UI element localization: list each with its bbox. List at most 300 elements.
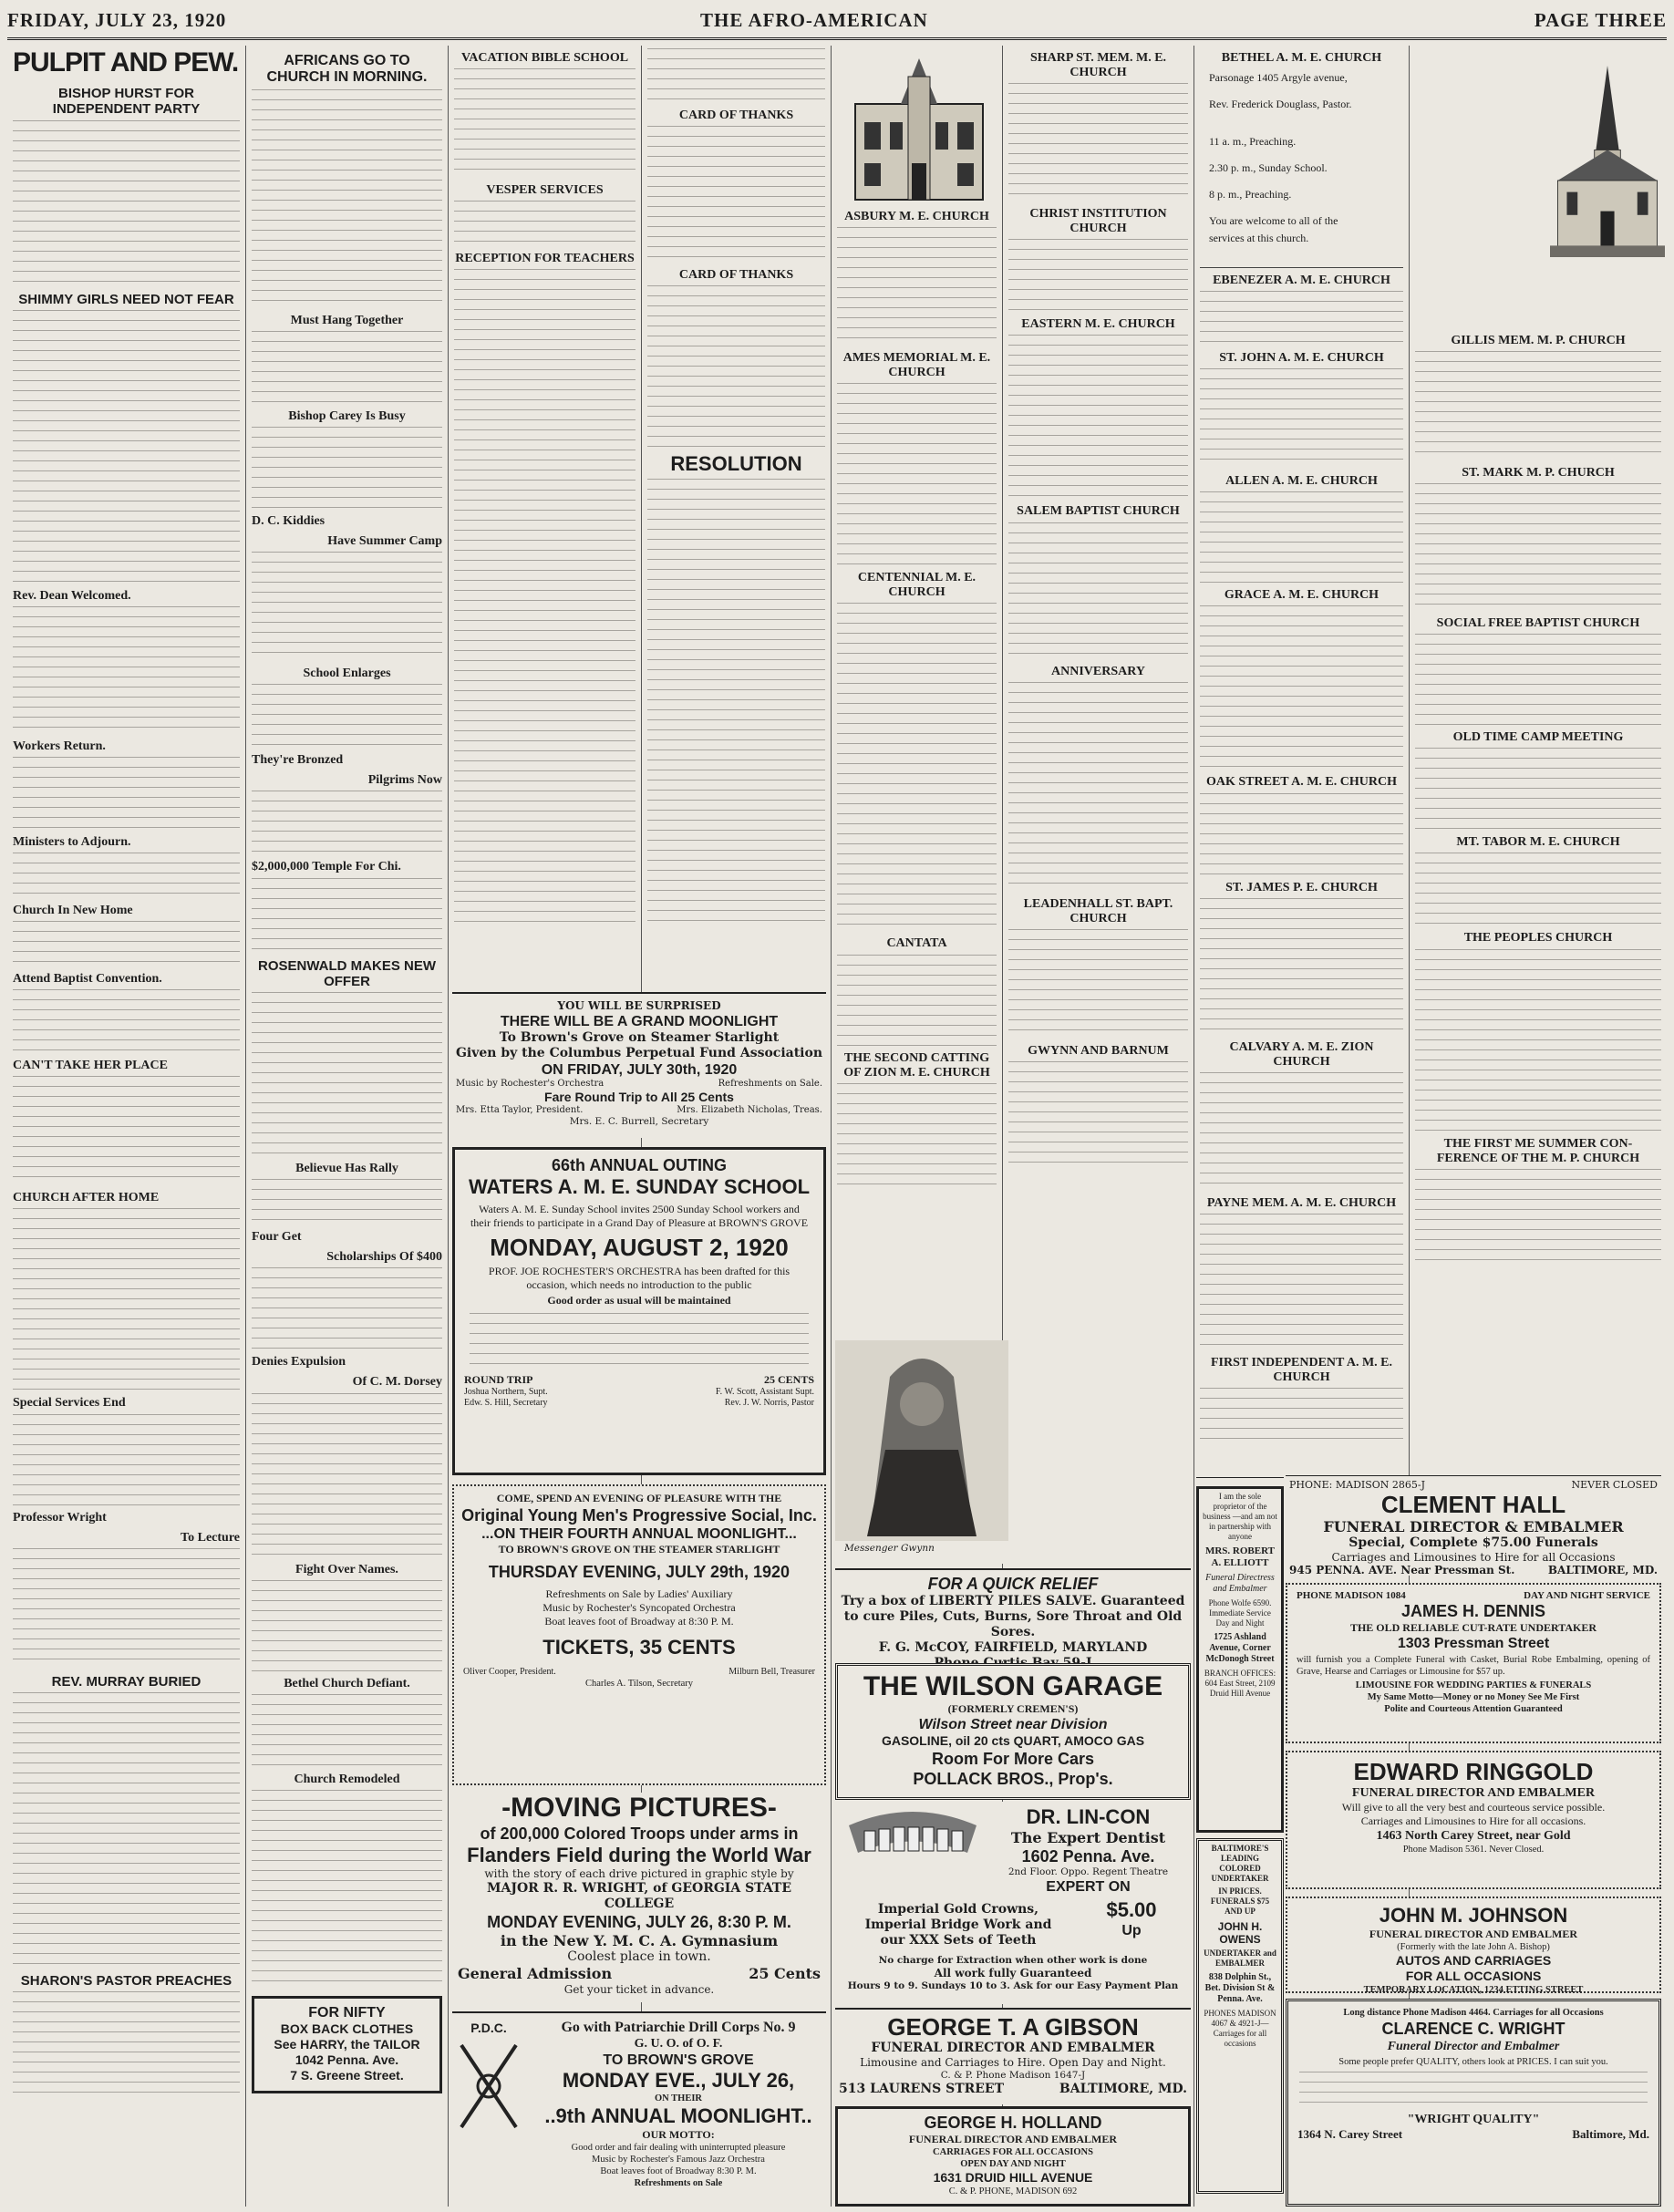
article-body: [252, 684, 442, 748]
masthead: [7, 4, 1667, 40]
schedule-line: 11 a. m., Preaching.: [1209, 135, 1297, 149]
ad-line: FUNERAL DIRECTOR & EMBALMER: [1323, 1518, 1624, 1535]
elliott-funeral-ad-card: [1196, 1486, 1284, 1833]
photo-block: [835, 1340, 1191, 1564]
masthead-date: FRIDAY, JULY 23, 1920: [7, 9, 227, 31]
piles-salve-ad: [835, 1568, 1191, 1661]
ad-line: G. U. O. of O. F.: [634, 2037, 723, 2051]
headline: CALVARY A. M. E. ZION CHURCH: [1229, 1039, 1374, 1069]
ad-line: General Admission: [458, 1965, 613, 1982]
elliott-owens-ads: [1196, 1486, 1284, 2207]
ad-line: BALTIMORE, MD.: [1547, 1564, 1658, 1576]
headline-line-2: Pilgrims Now: [367, 773, 442, 788]
ad-body: [1299, 2072, 1648, 2108]
ad-line: Room For More Cars: [931, 1750, 1095, 1768]
ad-line: in the New Y. M. C. A. Gymnasium: [500, 1932, 779, 1949]
article-body: [252, 427, 442, 509]
bethel-schedule: [1209, 71, 1403, 245]
ad-line: MAJOR R. R. WRIGHT, of GEORGIA STATE COLLEGE: [486, 1881, 792, 1911]
schedule-line: Rev. Frederick Douglass, Pastor.: [1209, 98, 1352, 111]
headline: LEADENHALL ST. BAPT. CHURCH: [1023, 896, 1173, 925]
ad-line: MONDAY EVENING, JULY 26, 8:30 P. M.: [487, 1913, 791, 1931]
headline: EASTERN M. E. CHURCH: [1021, 317, 1175, 332]
ad-line: TO BROWN'S GROVE: [603, 2052, 754, 2068]
article-body: [1008, 83, 1188, 202]
ad-line: To Brown's Grove on Steamer Starlight: [499, 1030, 780, 1045]
ad-line: 838 Dolphin St., Bet. Division St & Penna. Ave.: [1204, 1972, 1276, 2004]
column-8: [1410, 328, 1667, 1468]
ad-line: JOHN M. JOHNSON: [1379, 1904, 1568, 1927]
ad-line: Charles A. Tilson, Secretary: [584, 1679, 694, 1689]
ad-line: 513 LAURENS STREET: [839, 2082, 1005, 2096]
headline: Believue Has Rally: [295, 1162, 398, 1176]
ad-line: ON THEIR: [654, 2093, 703, 2103]
headline: THE FIRST ME SUMMER CON-FERENCE OF THE M. P. CHURCH: [1436, 1136, 1640, 1165]
headline: Attend Baptist Convention.: [13, 972, 162, 987]
ad-line: PHONES MADISON 4067 & 4921-J—Carriages for all occasions: [1204, 2009, 1276, 2048]
headline: GRACE A. M. E. CHURCH: [1224, 588, 1380, 603]
headline: PAYNE MEM. A. M. E. CHURCH: [1206, 1195, 1397, 1210]
section-title: PULPIT AND PEW.: [13, 47, 239, 78]
ad-line: MRS. ROBERT A. ELLIOTT: [1204, 1545, 1275, 1568]
masthead-page-number: PAGE THREE: [1534, 9, 1667, 31]
ad-line: YOU WILL BE SURPRISED: [557, 999, 721, 1012]
article-body: [454, 68, 636, 178]
ad-line: Try a box of LIBERTY PILES SALVE. Guaranteed: [841, 1594, 1185, 1608]
ad-line: BALTIMORE'S LEADING COLORED UNDERTAKER: [1211, 1844, 1269, 1883]
owens-undertaker-ad-card: [1196, 1838, 1284, 2194]
headline: REV. MURRAY BURIED: [51, 1673, 202, 1690]
schedule-line: services at this church.: [1209, 232, 1309, 245]
ad-line: FUNERAL DIRECTOR AND EMBALMER: [908, 2133, 1118, 2145]
headline: OAK STREET A. M. E. CHURCH: [1206, 775, 1397, 790]
ad-line: CLEMENT HALL: [1380, 1491, 1566, 1518]
ad-line: Good order as usual will be maintained: [547, 1294, 731, 1307]
ad-line: our XXX Sets of Teeth: [880, 1933, 1037, 1948]
ad-line: GEORGE H. HOLLAND: [924, 2114, 1102, 2132]
ad-line: of 200,000 Colored Troops under arms in: [480, 1824, 799, 1843]
ad-line: CLARENCE C. WRIGHT: [1381, 2020, 1566, 2038]
headline: SHARP ST. MEM. M. E. CHURCH: [1029, 51, 1167, 80]
ad-line: Edw. S. Hill, Secretary: [464, 1398, 548, 1408]
article-body: [1008, 335, 1188, 499]
ad-line: Imperial Bridge Work and: [864, 1917, 1052, 1932]
sunday-school-outing-ad: [452, 1147, 826, 1475]
article-body: [837, 603, 997, 931]
ad-line: PHONE MADISON 1084: [1297, 1590, 1406, 1601]
article-body: [1200, 793, 1403, 875]
ad-line: (Formerly with the late John A. Bishop): [1397, 1942, 1550, 1952]
headline: Special Services End: [13, 1396, 126, 1411]
ad-line: 7 S. Greene Street.: [290, 2067, 404, 2083]
article-body: [13, 1692, 240, 1966]
schedule-line: Parsonage 1405 Argyle avenue,: [1209, 71, 1348, 85]
article-body: [252, 878, 442, 951]
ad-line: Hours 9 to 9. Sundays 10 to 3. Ask for our Easy Payment Plan: [847, 1980, 1179, 1991]
ad-line: FUNERAL DIRECTOR AND EMBALMER: [871, 2041, 1155, 2055]
ad-line: DR. LIN-CON: [1026, 1805, 1151, 1828]
ad-line: Boat leaves foot of Broadway at 8:30 P. M.: [544, 1615, 734, 1628]
ad-line: FUNERAL DIRECTOR AND EMBALMER: [1351, 1786, 1596, 1800]
teeth-illustration: [844, 1807, 981, 1880]
article-body: [837, 955, 997, 1046]
church-illustration: [1550, 47, 1665, 275]
headline: RESOLUTION: [670, 452, 802, 476]
ad-line: CARRIAGES FOR ALL OCCASIONS: [933, 2147, 1093, 2157]
article-body: [837, 227, 997, 346]
ad-line: 945 PENNA. AVE. Near Pressman St.: [1289, 1564, 1515, 1576]
article-body: [1200, 491, 1403, 583]
headline: Fight Over Names.: [295, 1562, 398, 1576]
ad-line: with the story of each drive pictured in graphic style by: [484, 1867, 794, 1880]
moonlight-ad: [452, 992, 826, 1138]
headline: School Enlarges: [303, 667, 391, 681]
headline: CENTENNIAL M. E. CHURCH: [857, 571, 976, 600]
headline: Church In New Home: [13, 904, 133, 918]
ad-line: Boat leaves foot of Broadway 8:30 P. M.: [600, 2166, 757, 2176]
ad-line: IN PRICES. FUNERALS $75 AND UP: [1210, 1886, 1270, 1916]
headline: Professor Wright: [13, 1510, 107, 1525]
article-body: [454, 201, 636, 246]
ad-line: TO BROWN'S GROVE ON THE STEAMER STARLIGHT: [498, 1543, 780, 1556]
headline: Denies Expulsion: [252, 1355, 346, 1370]
ad-line: Music by Rochester's Famous Jazz Orchestra: [592, 2155, 765, 2165]
article-body: [1415, 351, 1661, 460]
article-body: [13, 921, 240, 966]
headline: $2,000,000 Temple For Chi.: [252, 860, 401, 874]
headline: Rev. Dean Welcomed.: [13, 588, 131, 603]
ad-line: NEVER CLOSED: [1571, 1479, 1658, 1491]
headline: ST. JOHN A. M. E. CHURCH: [1219, 351, 1384, 366]
ad-line: 2nd Floor. Oppo. Regent Theatre: [1008, 1866, 1169, 1877]
article-body: [1415, 949, 1661, 1132]
ringgold-funeral-ad: [1286, 1751, 1661, 1889]
ad-line: THERE WILL BE A GRAND MOONLIGHT: [500, 1014, 779, 1029]
headline: They're Bronzed: [252, 753, 344, 768]
ad-line: MONDAY, AUGUST 2, 1920: [490, 1234, 789, 1261]
ad-line: ...ON THEIR FOURTH ANNUAL MOONLIGHT...: [481, 1526, 797, 1542]
ad-line: PHONE: MADISON 2865-J: [1289, 1479, 1426, 1491]
column-1: [7, 46, 246, 2207]
headline: ASBURY M. E. CHURCH: [844, 210, 989, 223]
article-body: [13, 1208, 240, 1390]
ad-line: 1042 Penna. Ave.: [294, 2052, 399, 2067]
headline: THE PEOPLES CHURCH: [1463, 931, 1613, 946]
ad-line: Carriages and Limousines to Hire for all occasions.: [1360, 1814, 1586, 1827]
article-body: [1008, 239, 1188, 312]
ad-line: FOR ALL OCCASIONS: [1405, 1969, 1542, 1983]
article-body: [252, 1179, 442, 1225]
article-body: [1200, 605, 1403, 770]
ad-line: C. & P. PHONE, MADISON 692: [948, 2186, 1078, 2196]
ad-line: 1364 N. Carey Street: [1297, 2127, 1403, 2141]
ad-line: Fare Round Trip to All 25 Cents: [544, 1090, 734, 1104]
ad-line: Up: [1121, 1923, 1142, 1938]
ad-line: Rev. J. W. Norris, Pastor: [724, 1398, 814, 1408]
headline: CAN'T TAKE HER PLACE: [13, 1059, 168, 1073]
headline: AFRICANS GO TO CHURCH IN MORNING.: [266, 53, 428, 86]
headline-line-2: To Lecture: [181, 1530, 240, 1545]
ad-line: FOR A QUICK RELIEF: [927, 1575, 1099, 1593]
schedule-line: You are welcome to all of the: [1209, 214, 1338, 228]
ad-line: Original Young Men's Progressive Social, Inc.: [461, 1506, 817, 1525]
ad-line: Baltimore, Md.: [1572, 2127, 1649, 2141]
ad-line: See HARRY, the TAILOR: [274, 2036, 420, 2052]
ad-line: Limousine and Carriages to Hire. Open Day and Night.: [860, 2056, 1166, 2069]
ad-line: I am the sole proprietor of the business —and am not in partnership with anyone: [1203, 1492, 1277, 1541]
ad-line: Mrs. Elizabeth Nicholas, Treas.: [677, 1105, 822, 1115]
article-body: [13, 1548, 240, 1667]
article-body: [1200, 898, 1403, 1035]
church-illustration: [837, 49, 1001, 204]
article-body: [13, 853, 240, 898]
ad-line: TICKETS, 35 CENTS: [542, 1636, 736, 1659]
article-body: [1200, 291, 1403, 346]
article-body: [13, 120, 240, 284]
ad-line: ROUND TRIP: [464, 1373, 533, 1386]
masthead-paper-name: THE AFRO-AMERICAN: [700, 9, 928, 31]
ad-line: Given by the Columbus Perpetual Fund Association: [455, 1046, 823, 1060]
ad-line: will furnish you a Complete Funeral with Casket, Burial Robe Embalming, opening of Grave, Hearse and Carriages or Limousine for $57 up.: [1297, 1655, 1650, 1677]
headline: GILLIS MEM. M. P. CHURCH: [1451, 334, 1626, 347]
ad-line: THE WILSON GARAGE: [863, 1671, 1163, 1701]
ad-line: GASOLINE, oil 20 cts QUART, AMOCO GAS: [881, 1733, 1145, 1748]
ad-line: F. W. Scott, Assistant Supt.: [715, 1387, 814, 1397]
ad-line: Refreshments on Sale by Ladies' Auxiliary: [545, 1587, 733, 1600]
portrait-photo: [835, 1340, 1008, 1541]
ad-line: "WRIGHT QUALITY": [1407, 2113, 1540, 2126]
article-body: [13, 1076, 240, 1185]
headline: ST. JAMES P. E. CHURCH: [1225, 880, 1378, 894]
johnson-funeral-ad: [1286, 1897, 1661, 1993]
ad-line: F. G. McCOY, FAIRFIELD, MARYLAND: [878, 1640, 1148, 1655]
ad-line: 1303 Pressman Street: [1397, 1636, 1550, 1651]
article-body: [13, 1991, 240, 2101]
ad-line: JAMES H. DENNIS: [1400, 1602, 1546, 1620]
ad-line: EDWARD RINGGOLD: [1353, 1758, 1594, 1785]
tailor-ad: [252, 1996, 442, 2093]
article-body: [252, 1790, 442, 1990]
ad-line: OUR MOTTO:: [642, 2128, 715, 2141]
headline: SHIMMY GIRLS NEED NOT FEAR: [18, 291, 234, 307]
article-body: [1008, 522, 1188, 659]
ad-line: My Same Motto—Money or no Money See Me First: [1367, 1692, 1580, 1702]
article-body: [252, 1393, 442, 1557]
headline: CHRIST INSTITUTION CHURCH: [1029, 207, 1167, 236]
ad-line: COME, SPEND AN EVENING OF PLEASURE WITH THE: [496, 1492, 782, 1504]
ad-line: THE OLD RELIABLE CUT-RATE UNDERTAKER: [1349, 1621, 1597, 1634]
article-body: [1415, 853, 1661, 925]
headline: ANNIVERSARY: [1051, 664, 1145, 678]
headline: Four Get: [252, 1230, 302, 1245]
ad-body: [470, 1313, 809, 1368]
ad-line: Special, Complete $75.00 Funerals: [1348, 1535, 1598, 1550]
article-body: [1008, 929, 1188, 1039]
ad-line: MONDAY EVE., JULY 26,: [562, 2069, 795, 2092]
ad-line: EXPERT ON: [1046, 1879, 1131, 1895]
ad-line: AUTOS AND CARRIAGES: [1395, 1953, 1552, 1968]
ad-line: TEMPORARY LOCATION, 1234 ETTING STREET: [1363, 1985, 1584, 1995]
ad-line: -MOVING PICTURES-: [501, 1793, 777, 1823]
ad-line: Phone Wolfe 6590. Immediate Service Day and Night: [1208, 1598, 1272, 1628]
headline: Bethel Church Defiant.: [284, 1676, 410, 1690]
headline: ROSENWALD MAKES NEW OFFER: [258, 957, 436, 989]
ad-line: Wilson Street near Division: [918, 1717, 1108, 1732]
ad-line: Waters A. M. E. Sunday School invites 2500 Sunday School workers and their friends to participate in a Grand Day of Pleasure at BROWN'S GROVE: [470, 1203, 809, 1229]
headline: BETHEL A. M. E. CHURCH: [1221, 51, 1382, 65]
ad-line: Long distance Phone Madison 4464. Carriages for all Occasions: [1343, 2008, 1604, 2018]
ad-line: POLLACK BROS., Prop's.: [913, 1770, 1113, 1788]
ad-line: Refreshments on Sale.: [718, 1079, 822, 1089]
ad-line: 1725 Ashland Avenue, Corner McDonogh Street: [1205, 1632, 1275, 1664]
article-body: [252, 791, 442, 854]
article-body: [1200, 1214, 1403, 1350]
headline: THE SECOND CATTING OF ZION M. E. CHURCH: [843, 1050, 990, 1080]
ad-line: C. & P. Phone Madison 1647-J: [940, 2070, 1086, 2081]
article-body: [647, 126, 825, 263]
ad-line: Funeral Directress and Embalmer: [1205, 1573, 1275, 1594]
ad-line: OPEN DAY AND NIGHT: [960, 2159, 1066, 2169]
ad-line: Get your ticket in advance.: [563, 1983, 715, 1996]
ad-line: 1631 DRUID HILL AVENUE: [933, 2170, 1093, 2185]
headline: GWYNN AND BARNUM: [1028, 1043, 1169, 1058]
headline: Church Remodeled: [294, 1772, 400, 1786]
headline: SOCIAL FREE BAPTIST CHURCH: [1436, 616, 1640, 631]
article-body: [252, 331, 442, 404]
ad-line: BRANCH OFFICES: 604 East Street, 2109 Druid Hill Avenue: [1204, 1669, 1276, 1698]
article-body: [1008, 1061, 1188, 1171]
ad-line: (FORMERLY CREMEN'S): [947, 1702, 1079, 1715]
ad-badge: P.D.C.: [470, 2021, 507, 2035]
ad-line: 1602 Penna. Ave.: [1021, 1847, 1155, 1866]
article-body: [837, 1083, 997, 1193]
ad-line: Polite and Courteous Attention Guaranteed: [1384, 1704, 1563, 1714]
article-body: [837, 383, 997, 565]
article-body: [647, 479, 825, 925]
headline: ST. MARK M. P. CHURCH: [1462, 466, 1615, 481]
headline: SALEM BAPTIST CHURCH: [1017, 504, 1180, 519]
article-body: [1415, 483, 1661, 611]
article-body: [1200, 368, 1403, 469]
ad-line: BALTIMORE, MD.: [1059, 2082, 1187, 2096]
headline: VACATION BIBLE SCHOOL: [460, 51, 629, 65]
ad-line: JOHN H. OWENS: [1217, 1920, 1263, 1946]
ad-line: Refreshments on Sale: [634, 2178, 723, 2188]
article-body: [252, 552, 442, 661]
ad-line: Will give to all the very best and courteous service possible.: [1341, 1801, 1606, 1814]
ad-line: Oliver Cooper, President.: [463, 1667, 556, 1677]
ad-line: Good order and fair dealing with uninterrupted pleasure: [571, 2143, 786, 2153]
ad-line: Mrs. E. C. Burrell, Secretary: [569, 1116, 709, 1127]
ad-line: THURSDAY EVENING, JULY 29th, 1920: [488, 1563, 790, 1581]
article-body: [1415, 634, 1661, 725]
article-body: [1200, 1072, 1403, 1191]
clement-hall-ad: [1286, 1475, 1661, 1576]
ad-line: PROF. JOE ROCHESTER'S ORCHESTRA has been drafted for this occasion, which needs no introduction to the public: [488, 1265, 790, 1291]
schedule-line: 8 p. m., Preaching.: [1209, 188, 1292, 202]
ad-line: GEORGE T. A GIBSON: [887, 2013, 1139, 2041]
ad-line: 66th ANNUAL OUTING: [551, 1156, 727, 1174]
headline: MT. TABOR M. E. CHURCH: [1456, 835, 1620, 850]
article-body: [1415, 1169, 1661, 1260]
ad-line: Imperial Gold Crowns,: [877, 1902, 1039, 1917]
headline: BISHOP HURST FOR INDEPENDENT PARTY: [52, 86, 201, 118]
dentist-ad: [835, 1802, 1191, 2004]
article-body: [13, 757, 240, 830]
ad-line: Milburn Bell, Treasurer: [728, 1667, 815, 1677]
ad-line: Music by Rochester's Syncopated Orchestra: [542, 1601, 736, 1614]
church-steeple-illustration-wrap: [1550, 47, 1665, 275]
schedule-line: 2.30 p. m., Sunday School.: [1209, 161, 1328, 175]
ad-price: $5.00: [1106, 1898, 1157, 1921]
article-body: [454, 269, 636, 925]
ad-line: No charge for Extraction when other work is done: [878, 1955, 1148, 1966]
headline: CHURCH AFTER HOME: [13, 1191, 160, 1205]
headline: CARD OF THANKS: [678, 268, 794, 283]
ad-line: 25 Cents: [749, 1965, 821, 1982]
headline-line-2: Of C. M. Dorsey: [352, 1375, 442, 1390]
gibson-funeral-ad: [835, 2008, 1191, 2104]
ad-line: WATERS A. M. E. SUNDAY SCHOOL: [468, 1175, 811, 1198]
headline: CARD OF THANKS: [678, 109, 794, 122]
ad-line: UNDERTAKER and EMBALMER: [1204, 1948, 1276, 1968]
headline-line-2: Scholarships Of $400: [326, 1250, 442, 1265]
article-body: [252, 89, 442, 308]
ad-line: Go with Patriarchie Drill Corps No. 9: [561, 2020, 796, 2035]
article-body: [252, 1694, 442, 1767]
headline: AMES MEMORIAL M. E. CHURCH: [842, 351, 991, 380]
ad-line: ON FRIDAY, JULY 30th, 1920: [541, 1062, 738, 1078]
holland-funeral-ad: [835, 2106, 1191, 2207]
ad-line: Music by Rochester's Orchestra: [456, 1079, 604, 1089]
ad-line: Phone Madison 5361. Never Closed.: [1402, 1845, 1545, 1855]
moving-pictures-ad: [452, 1793, 826, 2002]
drill-corps-ad: [452, 2011, 826, 2207]
ad-line: 1463 North Carey Street, near Gold: [1376, 1829, 1571, 1843]
social-moonlight-ad: [452, 1484, 826, 1785]
ad-line: Funeral Director and Embalmer: [1387, 2040, 1560, 2053]
sword-emblem-icon: [452, 2036, 525, 2136]
ad-line: 25 CENTS: [763, 1373, 814, 1386]
headline: EBENEZER A. M. E. CHURCH: [1213, 274, 1390, 288]
headline: RECEPTION FOR TEACHERS: [455, 252, 635, 266]
headline: Workers Return.: [13, 739, 106, 753]
article-body: [252, 1267, 442, 1349]
dennis-undertaker-ad: [1286, 1583, 1661, 1743]
column-2: [246, 46, 449, 2207]
ad-line: Carriages and Limousines to Hire for all Occasions: [1331, 1551, 1616, 1564]
headline: VESPER SERVICES: [486, 183, 604, 198]
article-body: [1200, 1388, 1403, 1442]
ad-line: Flanders Field during the World War: [467, 1844, 811, 1866]
headline: OLD TIME CAMP MEETING: [1452, 730, 1624, 745]
ad-line: All work fully Guaranteed: [934, 1967, 1092, 1979]
ad-line: Joshua Northern, Supt.: [464, 1387, 548, 1397]
ad-line: DAY AND NIGHT SERVICE: [1524, 1590, 1650, 1601]
ad-line: The Expert Dentist: [1010, 1829, 1166, 1846]
ad-line: FUNERAL DIRECTOR AND EMBALMER: [1369, 1928, 1578, 1940]
wright-funeral-ad: [1286, 1999, 1661, 2207]
article-body: [13, 310, 240, 584]
ad-line: FOR NIFTY: [308, 2004, 386, 2021]
ad-line: Coolest place in town.: [567, 1949, 711, 1964]
headline-line-2: Have Summer Camp: [327, 534, 442, 549]
wilson-garage-ad: [835, 1663, 1191, 1800]
article-body: [13, 606, 240, 734]
article-body: [647, 285, 825, 450]
headline: Ministers to Adjourn.: [13, 834, 131, 849]
headline: SHARON'S PASTOR PREACHES: [20, 1972, 232, 1989]
